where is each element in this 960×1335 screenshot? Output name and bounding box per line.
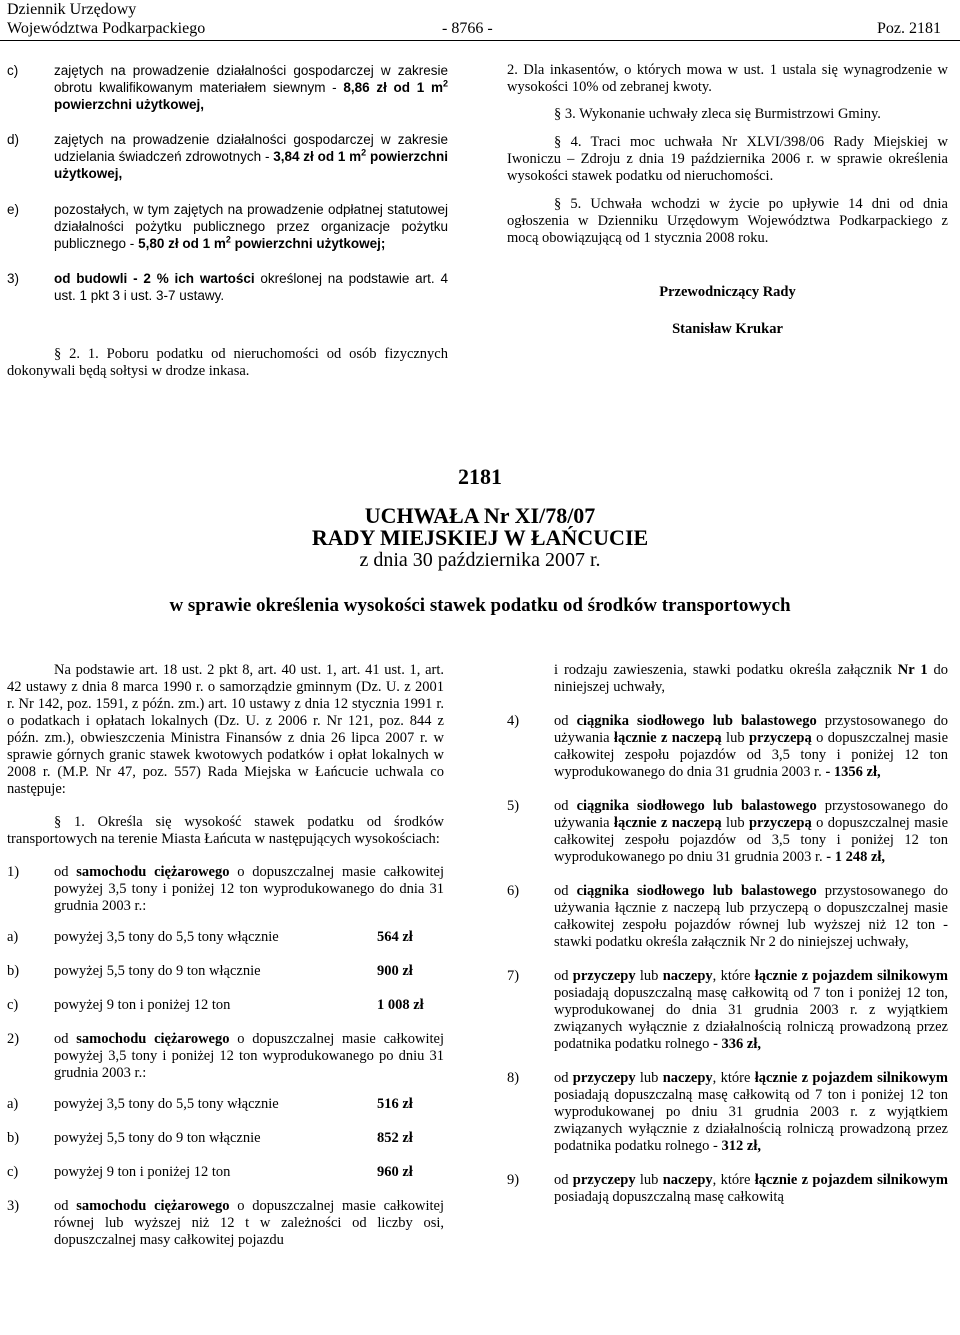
header-rule bbox=[0, 40, 960, 41]
left-column bbox=[7, 662, 444, 1249]
resolution-title: UCHWAŁA Nr XI/78/07 bbox=[364, 503, 596, 528]
document-heading bbox=[0, 464, 960, 617]
council-name: RADY MIEJSKIEJ W ŁAŃCUCIE bbox=[311, 525, 649, 550]
item-8: 8) od przyczepy lub naczepy, które łącznie z pojazdem silnikowym posiadają dopuszczalną masę całkowitą od 7 ton i poniżej 12 ton wyprodukowanej po dniu 31 grudnia 2003 r. z wyjątkiem związanych wyłącznie z działalnością rolniczą prowadzoną przez podatnika podatku rolnego - 312 zł, bbox=[507, 1070, 949, 1154]
item-7: 7) od przyczepy lub naczepy, które łącznie z pojazdem silnikowym posiadają dopuszczalną masę całkowitą od 7 ton i poniżej 12 ton, wyprodukowanej do dnia 31 grudnia 2003 r. z wyjątkiem związanych wyłącznie z działalnością rolniczą prowadzoną przez podatnika podatku rolnego - 336 zł, bbox=[507, 968, 949, 1052]
item-3: 3) od samochodu ciężarowego o dopuszczalnej masie całkowitej równej lub wyższej niż 12 t w zależności od liczby osi, dopuszczalnej masy całkowitej pojazdu bbox=[7, 1198, 444, 1248]
prev-section-3: § 3. Wykonanie uchwały zleca się Burmistrzowi Gminy. bbox=[554, 106, 881, 122]
page-number: - 8766 - bbox=[442, 20, 493, 37]
right-column bbox=[507, 662, 948, 1206]
preamble: Na podstawie art. 18 ust. 2 pkt 8, art. 40 ust. 1, art. 41 ust. 1, art. 42 ustawy z dnia 8 marca 1990 r. o samorządzie gminnym (Dz. U. z 2001 r. Nr 142, poz. 1591, z późn. zm.) art. 10 ustawy z dnia 12 stycznia 1991 r. o podatkach i opłatach lokalnych (Dz. U. z 2006 r. Nr 121, poz. 844 z późn. zm.), obwieszczenia Ministra Finansów z dnia 26 lipca 2007 r. w sprawie górnych granic stawek kwotowych podatków i opłat lokalnych w 2008 r. (M.P. Nr 47, poz. 557) Rada Miejska w Łańcucie uchwala co następuje: bbox=[7, 662, 444, 797]
item-1: 1) od samochodu ciężarowego o dopuszczalnej masie całkowitej powyżej 3,5 tony i poniżej 12 ton wyprodukowanego do dnia 31 grudnia 2003 r.: bbox=[7, 864, 444, 914]
section-1: § 1. Określa się wysokość stawek podatku od środków transportowych na terenie Miasta Łańcuta w następujących wysokościach: bbox=[7, 814, 444, 847]
chair-name: Stanisław Krukar bbox=[672, 321, 783, 337]
journal-title: Dziennik Urzędowy bbox=[7, 1, 137, 18]
prev-section-2: § 2. 1. Poboru podatku od nieruchomości od osób fizycznych dokonywali będą sołtysi w drodze inkasa. bbox=[7, 346, 448, 379]
prev-item-3: 3) od budowli - 2 % ich wartości określonej na podstawie art. 4 ust. 1 pkt 3 i ust. 3-7 ustawy. bbox=[7, 271, 448, 303]
document-number: 2181 bbox=[458, 464, 502, 489]
prev-left-column bbox=[7, 62, 448, 304]
rate-row: b) powyżej 5,5 tony do 9 ton włącznie 900 zł bbox=[7, 963, 413, 979]
item-5: 5) od ciągnika siodłowego lub balastowego przystosowanego do używania łącznie z naczepą lub przyczepą o dopuszczalnej masie całkowitej zespołu pojazdów od 3,5 tony i poniżej 12 ton wyprodukowanego po dniu 31 grudnia 2003 r. - 1 248 zł, bbox=[507, 798, 949, 865]
prev-section-5: § 5. Uchwała wchodzi w życie po upływie 14 dni od dnia ogłoszenia w Dzienniku Urzędowym Województwa Podkarpackiego z mocą obowiązującą od 1 stycznia 2008 roku. bbox=[507, 196, 948, 246]
journal-subtitle: Województwa Podkarpackiego bbox=[7, 20, 206, 37]
prev-item-d: d) zajętych na prowadzenie działalności gospodarczej w zakresie udzielania świadczeń zdrowotnych - 3,84 zł od 1 $m^2$ powierzchni użytkowej, bbox=[7, 132, 448, 181]
item-2: 2) od samochodu ciężarowego o dopuszczalnej masie całkowitej powyżej 3,5 tony i poniżej 12 ton wyprodukowanego po dniu 31 grudnia 2003 r.: bbox=[7, 1031, 444, 1081]
prev-item-e: e) pozostałych, w tym zajętych na prowadzenie odpłatnej statutowej działalności pożytku publicznego przez organizacje pożytku publicznego - 5,80 zł od 1 $m^2$ powierzchni użytkowej; bbox=[7, 202, 448, 251]
item-2-rates bbox=[7, 1096, 444, 1181]
item-9: 9) od przyczepy lub naczepy, które łącznie z pojazdem silnikowym posiadają dopuszczalną masę całkowitą bbox=[507, 1172, 949, 1205]
resolution-date: z dnia 30 października 2007 r. bbox=[359, 549, 601, 571]
page-header bbox=[7, 0, 953, 38]
prev-right-column bbox=[507, 62, 948, 338]
rate-row: a) powyżej 3,5 tony do 5,5 tony włącznie 516 zł bbox=[7, 1096, 413, 1112]
item-6: 6) od ciągnika siodłowego lub balastowego przystosowanego do używania łącznie z naczepą lub przyczepą o dopuszczalnej masie całkowitej zespołu pojazdów równej lub wyższej niż 12 ton - stawki podatku określa załącznik Nr 2 do niniejszej uchwały, bbox=[507, 883, 949, 950]
item-1-rates bbox=[7, 929, 444, 1014]
item-3-continued: i rodzaju zawieszenia, stawki podatku określa załącznik Nr 1 do niniejszej uchwały, bbox=[554, 662, 948, 695]
prev-para-2: 2. Dla inkasentów, o których mowa w ust. 1 ustala się wynagrodzenie w wysokości 10% od zebranej kwoty. bbox=[507, 62, 948, 95]
prev-section-4: § 4. Traci moc uchwała Nr XLVI/398/06 Rady Miejskiej w Iwoniczu – Zdroju z dnia 19 października 2006 r. w sprawie określenia wysokości stawek podatku od nieruchomości. bbox=[507, 134, 948, 184]
rate-row: a) powyżej 3,5 tony do 5,5 tony włącznie 564 zł bbox=[7, 929, 413, 945]
rate-row: c) powyżej 9 ton i poniżej 12 ton 960 zł bbox=[7, 1164, 413, 1180]
prev-item-c: c) zajętych na prowadzenie działalności gospodarczej w zakresie obrotu kwalifikowanym materiałem siewnym - 8,86 zł od 1 $m^2$ powierzchni użytkowej, bbox=[7, 63, 448, 112]
chair-title: Przewodniczący Rady bbox=[659, 284, 796, 300]
rate-row: c) powyżej 9 ton i poniżej 12 ton 1 008 zł bbox=[7, 997, 424, 1013]
resolution-subject: w sprawie określenia wysokości stawek podatku od środków transportowych bbox=[169, 595, 791, 616]
position-number: Poz. 2181 bbox=[877, 20, 941, 37]
rate-row: b) powyżej 5,5 tony do 9 ton włącznie 852 zł bbox=[7, 1130, 413, 1146]
item-4: 4) od ciągnika siodłowego lub balastowego przystosowanego do używania łącznie z naczepą lub przyczepą o dopuszczalnej masie całkowitej zespołu pojazdów od 3,5 tony i poniżej 12 ton wyprodukowanego do dnia 31 grudnia 2003 r. - 1356 zł, bbox=[507, 713, 949, 780]
